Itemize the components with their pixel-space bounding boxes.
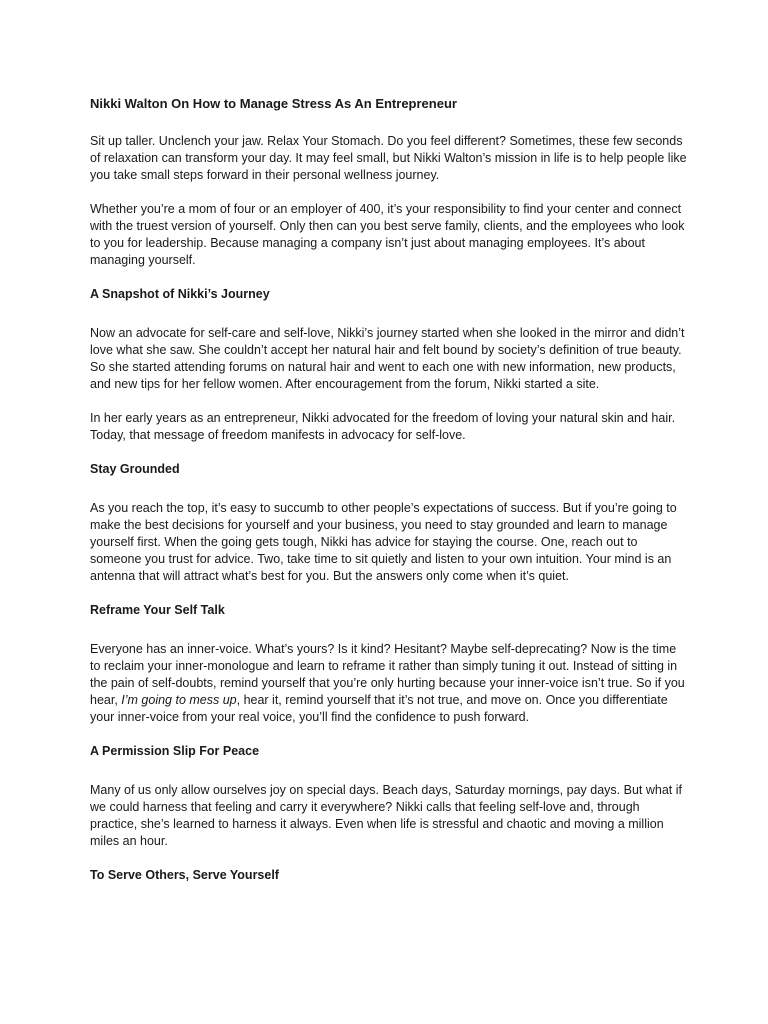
reframe-text-before: Everyone has an inner-voice. What’s yours? Is it kind? Hesitant? Maybe self-deprecating? Now is the time to reclaim your inner-monologue and learn to reframe it rather than simply tuning it out. Instead of sitting in the pain of self-doubts, remind yourself that you’re only hurting because your inner-voice isn’t true. So if you hear,: [90, 642, 685, 707]
reframe-emphasis: I’m going to mess up: [121, 693, 237, 707]
section-heading-serve-others: To Serve Others, Serve Yourself: [90, 868, 279, 882]
intro-paragraph-2: Whether you’re a mom of four or an employer of 400, it’s your responsibility to find your center and connect with the truest version of yourself. Only then can you best serve family, clients, and the employees who look to you for leadership. Because managing a company isn’t just about managing employees. It’s about managing yourself.: [90, 202, 685, 267]
reframe-text-after: , hear it, remind yourself that it’s not true, and move on. Once you differentiate your inner-voice from your real voice, you’ll find the confidence to push forward.: [90, 693, 668, 724]
reframe-paragraph: [90, 641, 690, 726]
section-heading-reframe: Reframe Your Self Talk: [90, 603, 225, 617]
stay-grounded-paragraph: As you reach the top, it’s easy to succumb to other people’s expectations of success. But if you’re going to make the best decisions for yourself and your business, you need to stay grounded and learn to manage yourself first. When the going gets tough, Nikki has advice for staying the course. One, reach out to someone you trust for advice. Two, take time to sit quietly and listen to your own intuition. Your mind is an antenna that will attract what’s best for you. But the answers only come when it’s quiet.: [90, 501, 677, 583]
section-heading-stay-grounded: Stay Grounded: [90, 462, 180, 476]
journey-paragraph-2: In her early years as an entrepreneur, Nikki advocated for the freedom of loving your natural skin and hair. Today, that message of freedom manifests in advocacy for self-love.: [90, 411, 676, 442]
section-heading-permission-slip: A Permission Slip For Peace: [90, 744, 260, 758]
journey-paragraph-1: Now an advocate for self-care and self-love, Nikki’s journey started when she looked in the mirror and didn’t love what she saw. She couldn’t accept her natural hair and felt bound by society’s definition of true beauty. So she started attending forums on natural hair and went to each one with new information, new products, and new tips for her fellow women. After encouragement from the forum, Nikki started a site.: [90, 326, 685, 391]
document-page: [90, 95, 690, 906]
intro-paragraph-1: Sit up taller. Unclench your jaw. Relax Your Stomach. Do you feel different? Sometimes, these few seconds of relaxation can transform your day. It may feel small, but Nikki Walton’s mission in life is to help people like you take small steps forward in their personal wellness journey.: [90, 134, 687, 182]
section-heading-journey: A Snapshot of Nikki’s Journey: [90, 287, 270, 301]
permission-slip-paragraph: Many of us only allow ourselves joy on special days. Beach days, Saturday mornings, pay days. But what if we could harness that feeling and carry it everywhere? Nikki calls that feeling self-love and, through practice, she’s learned to harness it always. Even when life is stressful and chaotic and moving a million miles an hour.: [90, 783, 682, 848]
document-title: Nikki Walton On How to Manage Stress As An Entrepreneur: [90, 96, 457, 111]
